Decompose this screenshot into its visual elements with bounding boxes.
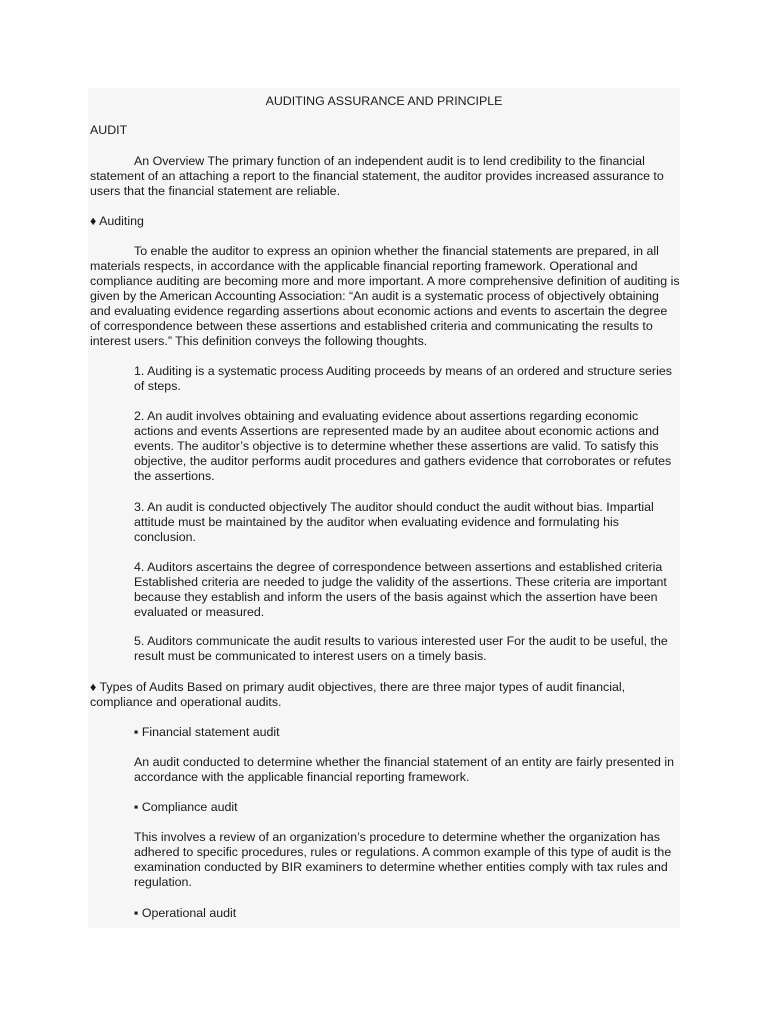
operational-audit-heading: ▪ Operational audit [134, 906, 237, 920]
auditing-heading: ♦ Auditing [90, 214, 144, 228]
point-1: 1. Auditing is a systematic process Auditing proceeds by means of an ordered and structure series of steps. [134, 364, 672, 393]
compliance-audit-heading: ▪ Compliance audit [134, 800, 238, 814]
document-title: AUDITING ASSURANCE AND PRINCIPLE [265, 94, 503, 108]
point-5: 5. Auditors communicate the audit results to various interested user For the audit to be useful, the result must be communicated to interest users on a timely basis. [134, 634, 668, 663]
section-heading: AUDIT [90, 123, 128, 137]
financial-statement-audit-heading: ▪ Financial statement audit [134, 725, 280, 739]
document-page [88, 88, 680, 928]
financial-statement-audit-text: An audit conducted to determine whether the financial statement of an entity are fairly presented in accordance with the applicable financial reporting framework. [134, 755, 675, 784]
compliance-audit-text: This involves a review of an organization’s procedure to determine whether the organization has adhered to specific procedures, rules or regulations. A common example of this type of audit is the examination conducted by BIR examiners to determine whether entities comply with tax rules and regulation. [134, 830, 672, 889]
types-paragraph: ♦ Types of Audits Based on primary audit objectives, there are three major types of audit financial, compliance and operational audits. [90, 680, 626, 709]
point-4: 4. Auditors ascertains the degree of correspondence between assertions and established criteria Established criteria are needed to judge the validity of the assertions. These criteria are important because they establish and inform the users of the basis against which the assertion have been evaluated or measured. [134, 560, 667, 619]
overview-paragraph: An Overview The primary function of an independent audit is to lend credibility to the financial statement of an attaching a report to the financial statement, the auditor provides increased assurance to users that the financial statement are reliable. [90, 154, 664, 198]
point-3: 3. An audit is conducted objectively The auditor should conduct the audit without bias. Impartial attitude must be maintained by the auditor when evaluating evidence and formulating his conclusion. [134, 500, 654, 544]
auditing-paragraph: To enable the auditor to express an opinion whether the financial statements are prepared, in all materials respects, in accordance with the applicable financial reporting framework. Operational and compliance auditing are becoming more and more important. A more comprehensive definition of auditing is given by the American Accounting Association: “An audit is a systematic process of objectively obtaining and evaluating evidence regarding assertions about economic actions and events to ascertain the degree of correspondence between these assertions and established criteria and communicating the results to interest users.” This definition conveys the following thoughts. [90, 244, 680, 348]
point-2: 2. An audit involves obtaining and evaluating evidence about assertions regarding economic actions and events Assertions are represented made by an auditee about economic actions and events. The auditor’s objective is to determine whether these assertions are valid. To satisfy this objective, the auditor performs audit procedures and gathers evidence that corroborates or refutes the assertions. [134, 409, 672, 483]
